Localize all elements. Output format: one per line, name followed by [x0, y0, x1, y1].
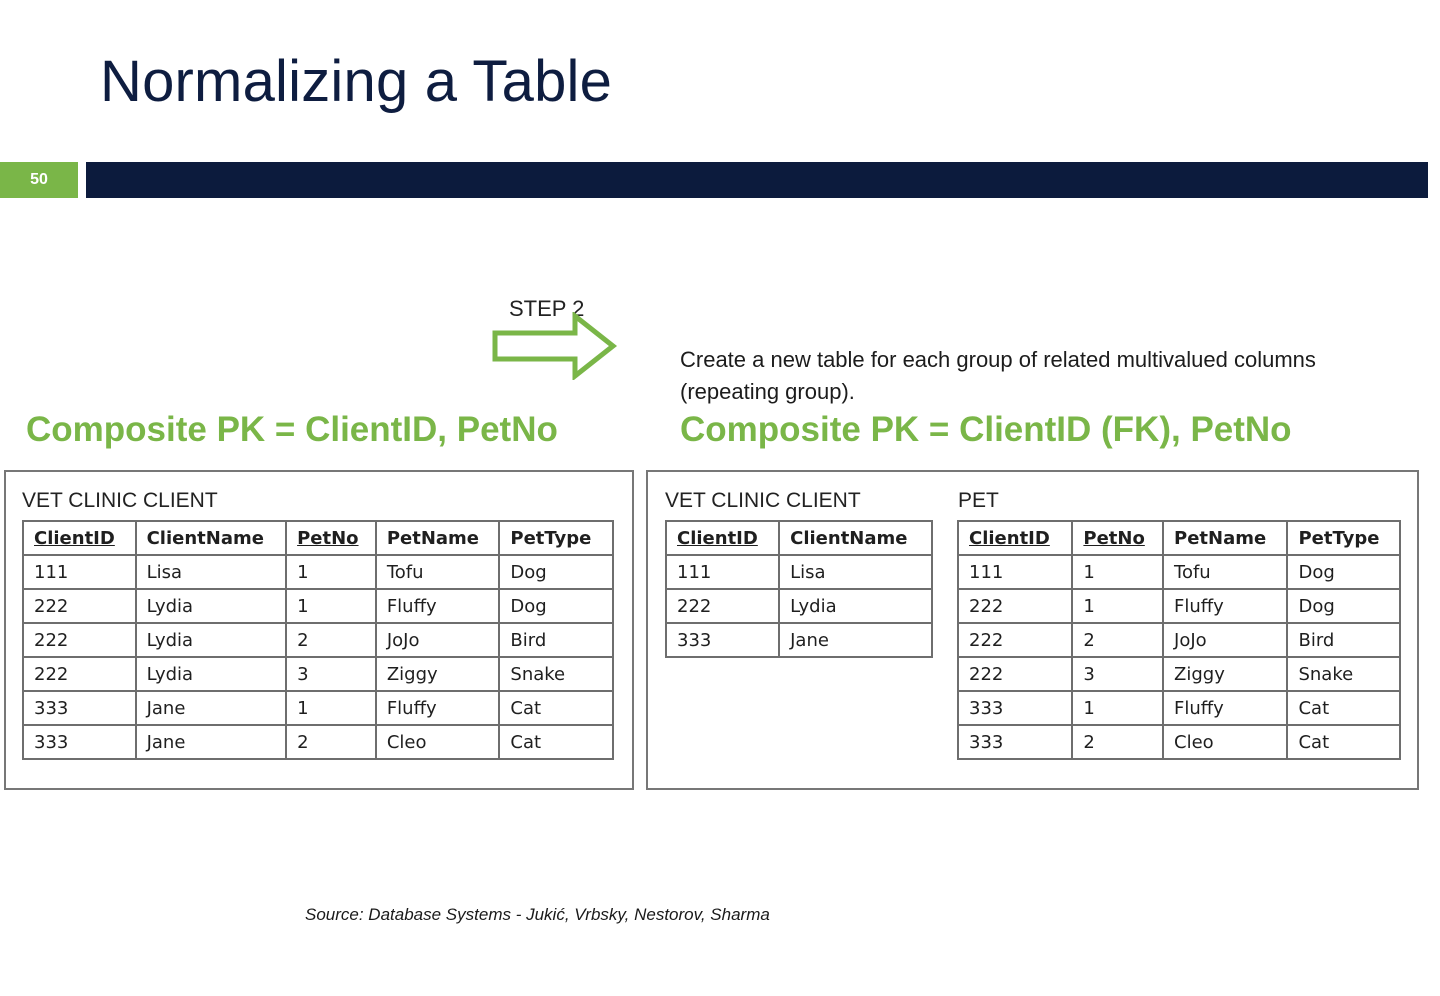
- pet-table-cell: 1: [1072, 691, 1163, 725]
- original-table-panel: [4, 470, 634, 790]
- pet-table-header-cell: PetName: [1163, 521, 1287, 555]
- pet-table-cell: Fluffy: [1163, 589, 1287, 623]
- original-table-cell: Fluffy: [376, 589, 500, 623]
- instruction-text: Create a new table for each group of related multivalued columns (repeating group).: [680, 347, 1316, 404]
- original-table-cell: 1: [286, 555, 376, 589]
- original-table-cell: Fluffy: [376, 691, 500, 725]
- pet-table-cell: 333: [958, 691, 1072, 725]
- original-table-cell: Lydia: [136, 623, 287, 657]
- original-table-cell: 1: [286, 589, 376, 623]
- pet-table-cell: Tofu: [1163, 555, 1287, 589]
- pet-table-cell: 222: [958, 589, 1072, 623]
- client-table: [665, 520, 933, 658]
- pet-table-cell: 222: [958, 657, 1072, 691]
- client-table-cell: Lydia: [779, 589, 932, 623]
- original-table-cell: Lydia: [136, 657, 287, 691]
- pet-table-cell: Dog: [1287, 555, 1400, 589]
- original-table-cell: 1: [286, 691, 376, 725]
- original-table-header-cell: PetType: [499, 521, 613, 555]
- pet-table-caption: PET: [958, 489, 999, 512]
- pet-table-row: [958, 725, 1400, 759]
- original-table-cell: Tofu: [376, 555, 500, 589]
- original-table-cell: 111: [23, 555, 136, 589]
- pet-table-cell: Ziggy: [1163, 657, 1287, 691]
- original-table-cell: Dog: [499, 555, 613, 589]
- original-table-cell: 222: [23, 589, 136, 623]
- pet-table-cell: 2: [1072, 725, 1163, 759]
- pet-table-cell: 1: [1072, 589, 1163, 623]
- original-table-cell: Bird: [499, 623, 613, 657]
- pet-table-row: [958, 691, 1400, 725]
- client-table-cell: 111: [666, 555, 779, 589]
- original-table-cell: Cleo: [376, 725, 500, 759]
- client-table-row: [666, 623, 932, 657]
- client-table-row: [666, 555, 932, 589]
- pet-table-cell: Bird: [1287, 623, 1400, 657]
- original-table-cell: Lydia: [136, 589, 287, 623]
- original-table-cell: Snake: [499, 657, 613, 691]
- pet-table-header-cell: PetType: [1287, 521, 1400, 555]
- original-table-row: [23, 623, 613, 657]
- pet-table-cell: Dog: [1287, 589, 1400, 623]
- client-table-header-cell: ClientID: [666, 521, 779, 555]
- pet-table-cell: Snake: [1287, 657, 1400, 691]
- original-table-row: [23, 691, 613, 725]
- original-table-cell: Cat: [499, 725, 613, 759]
- pet-table-row: [958, 657, 1400, 691]
- left-pk-heading: Composite PK = ClientID, PetNo: [26, 410, 558, 449]
- client-table-row: [666, 589, 932, 623]
- pet-table-cell: 111: [958, 555, 1072, 589]
- pet-table-header-cell: PetNo: [1072, 521, 1163, 555]
- original-table-cell: 222: [23, 623, 136, 657]
- original-table-row: [23, 657, 613, 691]
- pet-table-cell: Cat: [1287, 691, 1400, 725]
- pet-table-row: [958, 589, 1400, 623]
- pet-table-cell: JoJo: [1163, 623, 1287, 657]
- pet-table-cell: 2: [1072, 623, 1163, 657]
- source-citation: Source: Database Systems - Jukić, Vrbsky, Nestorov, Sharma: [305, 905, 770, 924]
- original-table-header-cell: PetName: [376, 521, 500, 555]
- client-table-cell: 222: [666, 589, 779, 623]
- original-table-caption: VET CLINIC CLIENT: [22, 489, 218, 512]
- pet-table-cell: Cat: [1287, 725, 1400, 759]
- original-table-header-cell: PetNo: [286, 521, 376, 555]
- step-label: STEP 2: [509, 296, 585, 321]
- pet-table-cell: 333: [958, 725, 1072, 759]
- original-table-header-cell: ClientName: [136, 521, 287, 555]
- original-table-cell: 333: [23, 725, 136, 759]
- original-table-cell: Jane: [136, 691, 287, 725]
- original-table-row: [23, 555, 613, 589]
- client-table-cell: Lisa: [779, 555, 932, 589]
- original-table-cell: Lisa: [136, 555, 287, 589]
- original-table-cell: Ziggy: [376, 657, 500, 691]
- slide-number: 50: [0, 162, 78, 198]
- slide-title: Normalizing a Table: [100, 49, 613, 114]
- original-table-header-cell: ClientID: [23, 521, 136, 555]
- original-table-cell: JoJo: [376, 623, 500, 657]
- original-table-cell: Dog: [499, 589, 613, 623]
- client-table-cell: 333: [666, 623, 779, 657]
- client-table-header-cell: ClientName: [779, 521, 932, 555]
- pet-table: [957, 520, 1401, 760]
- original-table-cell: Jane: [136, 725, 287, 759]
- client-table-cell: Jane: [779, 623, 932, 657]
- pet-table-cell: 222: [958, 623, 1072, 657]
- pet-table-cell: Fluffy: [1163, 691, 1287, 725]
- original-table-cell: 3: [286, 657, 376, 691]
- original-table-cell: Cat: [499, 691, 613, 725]
- pet-table-header-cell: ClientID: [958, 521, 1072, 555]
- client-table-caption: VET CLINIC CLIENT: [665, 489, 861, 512]
- original-table-row: [23, 589, 613, 623]
- pet-table-cell: 3: [1072, 657, 1163, 691]
- pet-table-cell: 1: [1072, 555, 1163, 589]
- pet-table-cell: Cleo: [1163, 725, 1287, 759]
- original-table-cell: 333: [23, 691, 136, 725]
- normalized-tables-panel: [646, 470, 1419, 790]
- right-pk-heading: Composite PK = ClientID (FK), PetNo: [680, 410, 1292, 449]
- pet-table-row: [958, 555, 1400, 589]
- pet-table-row: [958, 623, 1400, 657]
- title-rule: [86, 162, 1428, 198]
- original-table: [22, 520, 614, 760]
- original-table-row: [23, 725, 613, 759]
- right-arrow-icon: [492, 312, 618, 380]
- original-table-cell: 2: [286, 725, 376, 759]
- original-table-cell: 2: [286, 623, 376, 657]
- original-table-cell: 222: [23, 657, 136, 691]
